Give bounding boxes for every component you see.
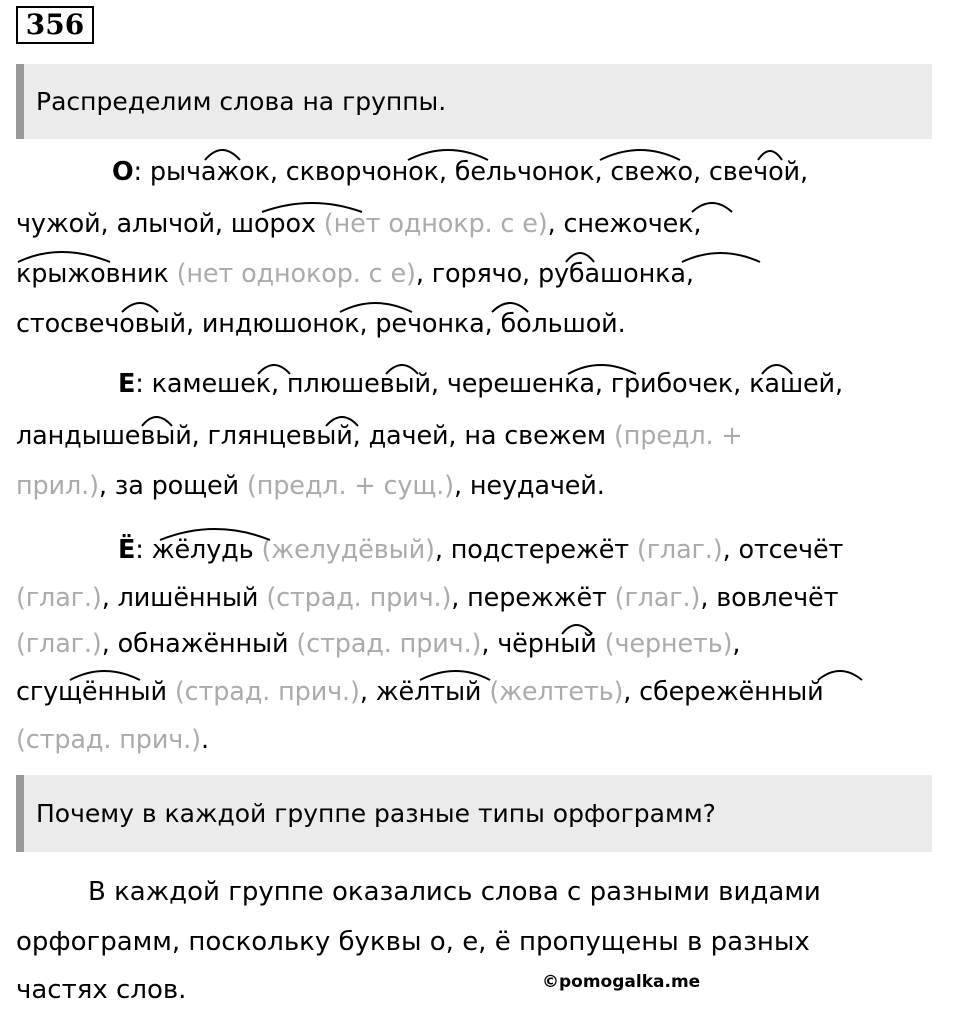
yo-words-1c: , отсечёт xyxy=(722,535,844,565)
o-label: О xyxy=(112,157,134,187)
yo-words-1: : жёлудь xyxy=(135,535,262,565)
e-line-2 xyxy=(16,416,743,456)
yo-note-4: (страд. прич.) xyxy=(266,583,452,613)
question-heading xyxy=(16,775,932,852)
yo-note-10: (желтеть) xyxy=(489,677,624,707)
task-heading xyxy=(16,64,932,139)
e-note-3: (предл. + сущ.) xyxy=(246,471,454,501)
yo-note-1: (желудёвый) xyxy=(261,535,435,565)
yo-line-1 xyxy=(118,530,843,570)
yo-label: Ё xyxy=(118,535,136,565)
yo-words-4c: , сбережённый xyxy=(623,677,824,707)
o-words-4: стосвечовый, индюшонок, речонка, большой. xyxy=(16,309,626,339)
o-note-2: (нет однокор. с е) xyxy=(176,259,416,289)
yo-note-5: (глаг.) xyxy=(614,583,701,613)
yo-words-2c: , вовлечёт xyxy=(700,583,839,613)
exercise-number: 356 xyxy=(16,6,94,44)
yo-words-3b: , чёрный xyxy=(481,629,605,659)
e-label: Е xyxy=(118,369,136,399)
e-line-1 xyxy=(118,364,843,404)
e-note-1: (предл. + xyxy=(613,421,743,451)
question-text: Почему в каждой группе разные типы орфограмм? xyxy=(36,799,716,828)
yo-line-2 xyxy=(16,578,838,618)
o-words-2: чужой, алычой, шорох xyxy=(16,209,324,239)
yo-note-8: (чернеть) xyxy=(604,629,733,659)
yo-note-11: (страд. прич.) xyxy=(16,725,201,755)
yo-line-3 xyxy=(16,624,740,664)
yo-words-4: сгущённый xyxy=(16,677,175,707)
o-line-1 xyxy=(112,152,808,192)
copyright: ©pomogalka.me xyxy=(542,972,701,992)
yo-note-6: (глаг.) xyxy=(16,629,102,659)
e-words-2: ландышевый, глянцевый, дачей, на свежем xyxy=(16,421,614,451)
yo-words-3: , обнажённый xyxy=(101,629,297,659)
answer-line-3: частях слов. xyxy=(16,975,187,1005)
o-words-3: крыжовник xyxy=(16,259,177,289)
yo-words-3c: , xyxy=(732,629,741,659)
e-line-3 xyxy=(16,466,605,506)
yo-words-2b: , пережжёт xyxy=(451,583,615,613)
o-words-3b: , горячо, рубашонка, xyxy=(415,259,694,289)
yo-note-3: (глаг.) xyxy=(16,583,102,613)
e-words-3b: , неудачей. xyxy=(453,471,605,501)
o-line-2 xyxy=(16,204,701,244)
yo-note-2: (глаг.) xyxy=(636,535,723,565)
arc xyxy=(818,671,862,680)
task-text: Распределим слова на группы. xyxy=(36,87,447,116)
yo-words-2: , лишённый xyxy=(101,583,267,613)
answer-line-2: орфограмм, поскольку буквы о, е, ё пропущены в разных xyxy=(16,927,810,957)
answer-line-1: В каждой группе оказались слова с разными видами xyxy=(88,877,821,907)
yo-line-5 xyxy=(16,720,209,760)
o-line-4 xyxy=(16,304,626,344)
yo-note-7: (страд. прич.) xyxy=(296,629,482,659)
yo-words-4b: , жёлтый xyxy=(359,677,490,707)
o-words-1: : рычажок, скворчонок, бельчонок, свежо, свечой, xyxy=(133,157,808,187)
yo-note-9: (страд. прич.) xyxy=(174,677,360,707)
yo-words-1b: , подстережёт xyxy=(434,535,637,565)
o-line-3 xyxy=(16,254,694,294)
e-words-3: , за рощей xyxy=(98,471,247,501)
e-note-2: прил.) xyxy=(16,471,99,501)
e-words-1: : камешек, плюшевый, черешенка, грибочек, кашей, xyxy=(135,369,843,399)
yo-line-4 xyxy=(16,672,824,712)
o-words-2b: , снежочек, xyxy=(547,209,702,239)
yo-words-5: . xyxy=(200,725,209,755)
o-note-1: (нет однокр. с е) xyxy=(323,209,548,239)
